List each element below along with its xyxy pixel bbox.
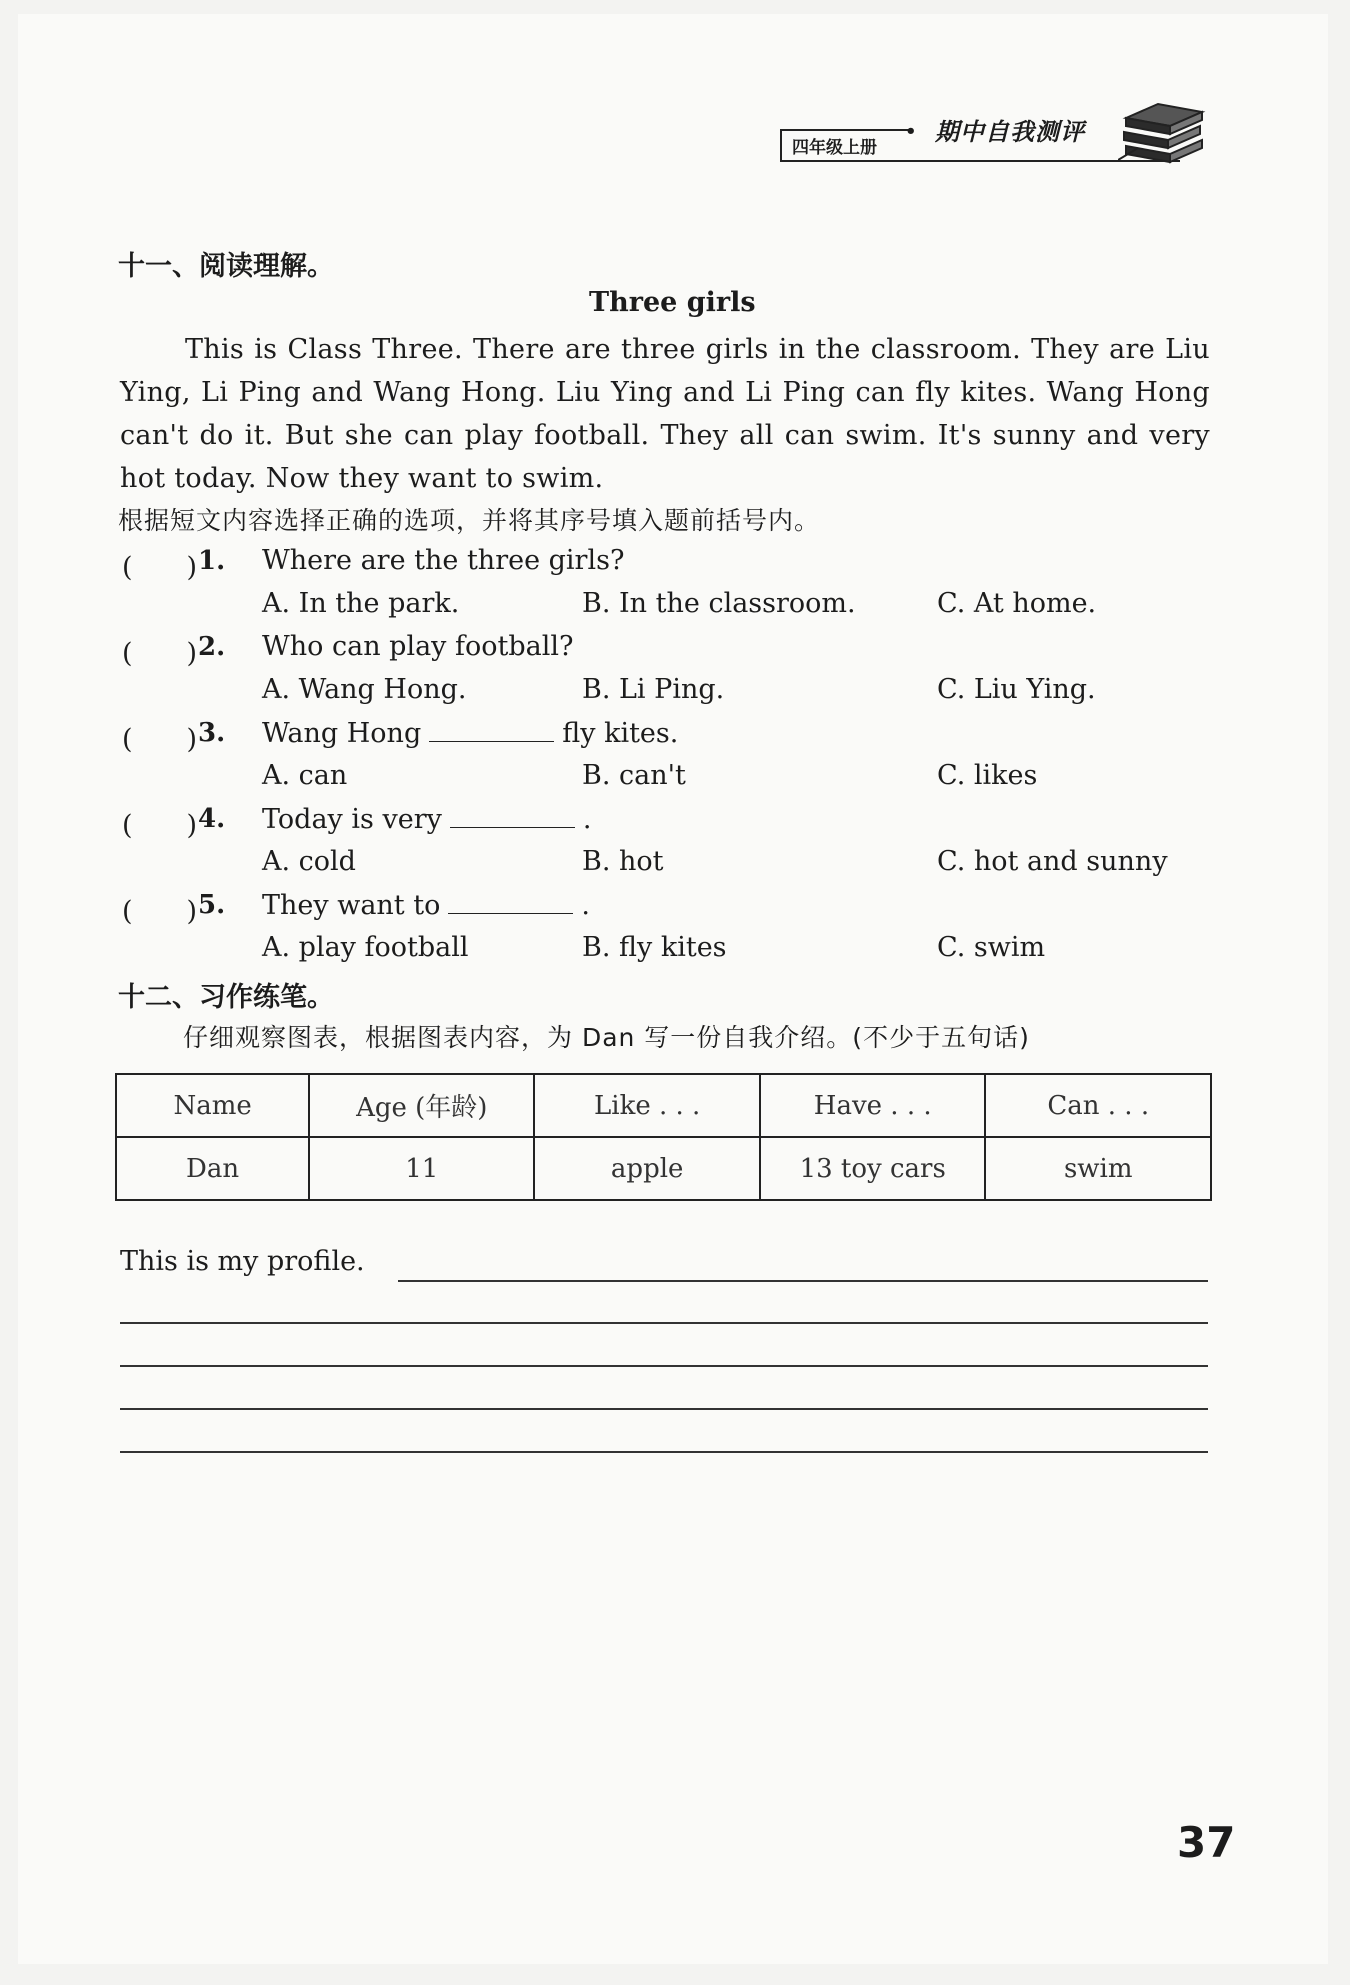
page-number: 37: [1177, 1818, 1236, 1867]
question-number: 2.: [198, 632, 226, 662]
reading-passage: This is Class Three. There are three girls in the classroom. They are Liu Ying, Li Ping and Wang Hong. Liu Ying and Li Ping can fly kites. Wang Hong can't do it. But she can play football. They all can swim. It's sunny and very hot today. Now they want to swim.: [120, 334, 1210, 494]
option-c: C. At home.: [937, 588, 1097, 619]
table-header-cell: Name: [116, 1074, 309, 1137]
table-cell: 11: [309, 1137, 534, 1200]
question-text-before: Wang Hong: [262, 718, 422, 749]
table-header-cell: Have . . .: [760, 1074, 986, 1137]
question-number: 1.: [198, 546, 226, 576]
option-b: B. Li Ping.: [582, 674, 725, 705]
header-title: 期中自我测评: [935, 118, 1085, 146]
writing-line[interactable]: [120, 1451, 1208, 1453]
question-text: [262, 717, 678, 749]
option-a: A. Wang Hong.: [262, 674, 467, 705]
answer-bracket[interactable]: ( ): [122, 724, 198, 755]
question-text: Who can play football?: [262, 631, 574, 662]
option-b: B. hot: [582, 846, 664, 877]
question-text-before: They want to: [262, 890, 441, 921]
table-cell: swim: [985, 1137, 1211, 1200]
table-row: [116, 1137, 1211, 1200]
option-b: B. can't: [582, 760, 686, 791]
option-b: B. fly kites: [582, 932, 727, 963]
fill-blank[interactable]: [448, 889, 573, 914]
table-cell: 13 toy cars: [760, 1137, 986, 1200]
books-icon: [1118, 96, 1208, 170]
writing-line[interactable]: [120, 1365, 1208, 1367]
table-header-row: [116, 1074, 1211, 1137]
fill-blank[interactable]: [450, 803, 575, 828]
profile-table: [115, 1073, 1212, 1201]
question-text-after: .: [582, 804, 592, 835]
option-c: C. Liu Ying.: [937, 674, 1096, 705]
reading-instruction: 根据短文内容选择正确的选项，并将其序号填入题前括号内。: [118, 506, 821, 535]
table-cell: apple: [534, 1137, 760, 1200]
option-c: C. hot and sunny: [937, 846, 1168, 877]
question-number: 4.: [198, 804, 226, 834]
option-a: A. cold: [262, 846, 356, 877]
option-c: C. swim: [937, 932, 1046, 963]
passage-title: Three girls: [589, 287, 756, 318]
option-b: B. In the classroom.: [582, 588, 856, 619]
question-number: 5.: [198, 890, 226, 920]
header-dot: •: [905, 121, 917, 142]
question-text: Where are the three girls?: [262, 545, 625, 576]
question-text: [262, 889, 590, 921]
option-a: A. play football: [262, 932, 469, 963]
table-header-cell: Can . . .: [985, 1074, 1211, 1137]
question-text-after: .: [581, 890, 590, 921]
writing-starter: This is my profile.: [120, 1246, 365, 1277]
question-number: 3.: [198, 718, 226, 748]
answer-bracket[interactable]: ( ): [122, 552, 198, 583]
writing-line[interactable]: [120, 1322, 1208, 1324]
section-12-heading: 十二、习作练笔。: [118, 982, 334, 1013]
option-c: C. likes: [937, 760, 1038, 791]
option-a: A. In the park.: [262, 588, 460, 619]
question-text-before: Today is very: [262, 804, 442, 835]
option-a: A. can: [262, 760, 348, 791]
answer-bracket[interactable]: ( ): [122, 638, 198, 669]
section-11-heading: 十一、阅读理解。: [118, 251, 334, 282]
question-text: [262, 803, 591, 835]
grade-label: 四年级上册: [780, 131, 885, 161]
fill-blank[interactable]: [429, 717, 554, 742]
answer-bracket[interactable]: ( ): [122, 896, 198, 927]
writing-line[interactable]: [398, 1280, 1208, 1282]
table-cell: Dan: [116, 1137, 309, 1200]
writing-instruction: 仔细观察图表，根据图表内容，为 Dan 写一份自我介绍。(不少于五句话): [183, 1023, 1030, 1052]
question-text-after: fly kites.: [562, 718, 679, 749]
answer-bracket[interactable]: ( ): [122, 810, 198, 841]
table-header-cell: Age (年龄): [309, 1074, 534, 1137]
writing-line[interactable]: [120, 1408, 1208, 1410]
table-header-cell: Like . . .: [534, 1074, 760, 1137]
